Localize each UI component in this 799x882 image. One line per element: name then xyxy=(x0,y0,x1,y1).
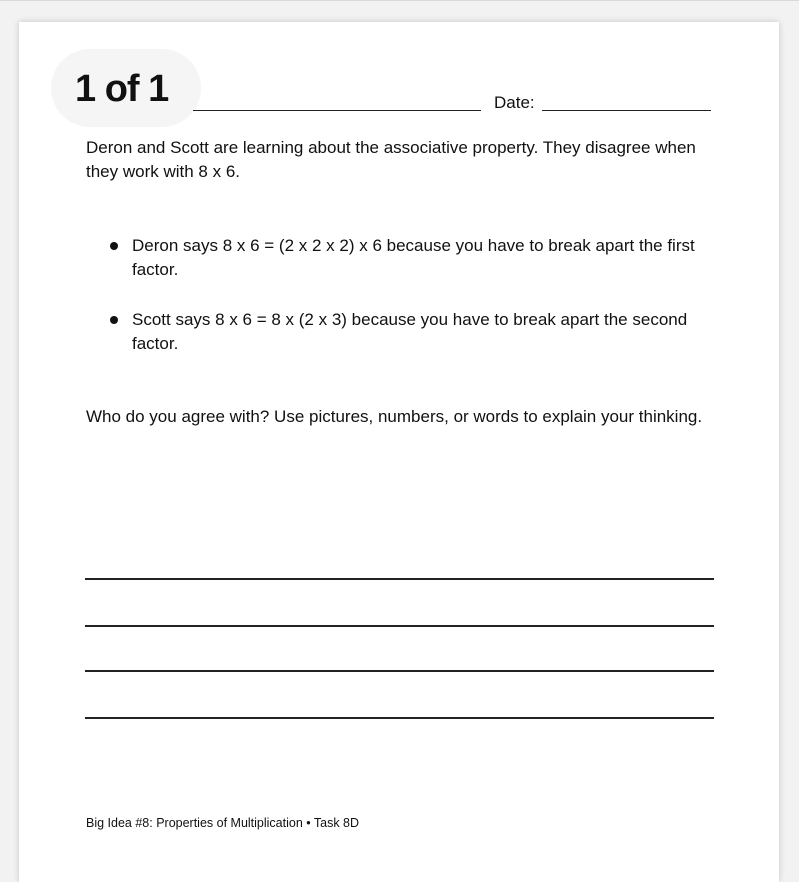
list-item xyxy=(104,234,724,282)
bullet-icon xyxy=(110,316,118,324)
answer-line xyxy=(85,578,714,580)
page-counter: 1 of 1 xyxy=(75,68,169,110)
question-text: Who do you agree with? Use pictures, numbers, or words to explain your thinking. xyxy=(86,407,703,426)
answer-line xyxy=(85,625,714,627)
claims-list xyxy=(104,234,724,382)
name-blank-line xyxy=(193,110,481,111)
answer-line xyxy=(85,717,714,719)
footer-text: Big Idea #8: Properties of Multiplication • Task 8D xyxy=(86,816,360,830)
scott-claim-text: Scott says 8 x 6 = 8 x (2 x 3) because you have to break apart the second factor. xyxy=(132,310,688,353)
answer-line xyxy=(85,670,714,672)
date-label: Date: xyxy=(494,93,535,112)
date-blank-line xyxy=(542,110,711,111)
task-intro-text: Deron and Scott are learning about the associative property. They disagree when they work with 8 x 6. xyxy=(86,138,696,181)
deron-claim-text: Deron says 8 x 6 = (2 x 2 x 2) x 6 because you have to break apart the first factor. xyxy=(132,236,695,279)
viewer-top-border xyxy=(0,0,799,1)
list-item xyxy=(104,308,724,356)
bullet-icon xyxy=(110,242,118,250)
